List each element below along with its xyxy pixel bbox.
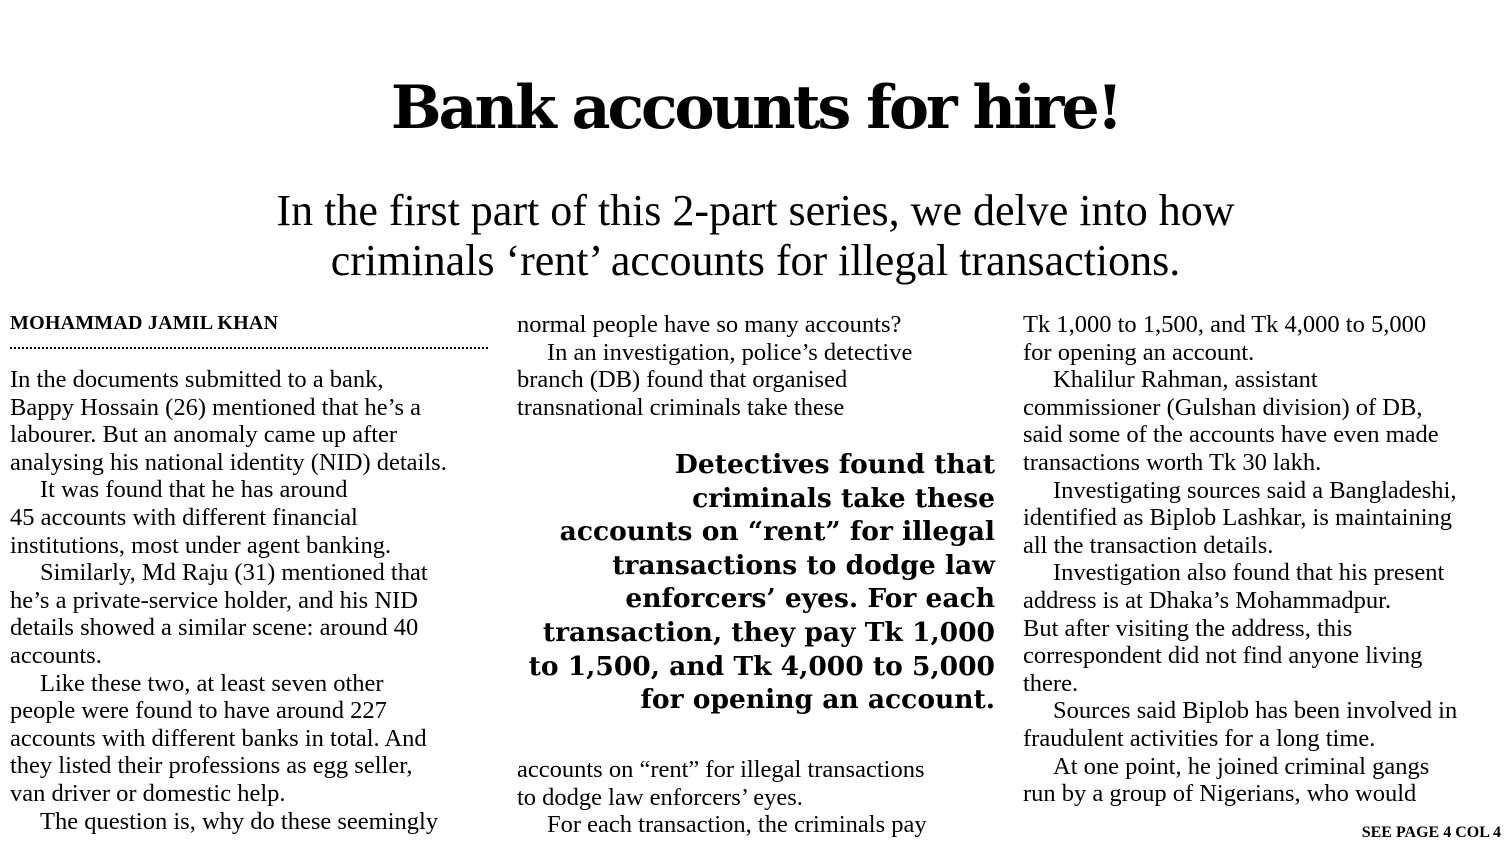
text-line: 45 accounts with different financial bbox=[10, 503, 358, 531]
byline-dotted-rule bbox=[10, 347, 488, 349]
text-line: they listed their professions as egg seller, bbox=[10, 752, 413, 780]
text-line: Bappy Hossain (26) mentioned that he’s a bbox=[10, 393, 421, 421]
continued-jump-line: SEE PAGE 4 COL 4 bbox=[1361, 824, 1501, 841]
body-column-2-top bbox=[517, 311, 912, 421]
text-line: all the transaction details. bbox=[1023, 531, 1274, 559]
text-line: there. bbox=[1023, 669, 1079, 697]
pull-quote-line: for opening an account. bbox=[640, 684, 995, 716]
text-line: The question is, why do these seemingly bbox=[40, 807, 439, 835]
text-line: transactions worth Tk 30 lakh. bbox=[1023, 448, 1322, 476]
text-line: accounts on “rent” for illegal transactions bbox=[517, 756, 925, 783]
text-line: said some of the accounts have even made bbox=[1023, 421, 1439, 449]
body-column-2-bottom bbox=[517, 756, 927, 839]
text-line: to dodge law enforcers’ eyes. bbox=[517, 783, 803, 811]
text-line: normal people have so many accounts? bbox=[517, 311, 902, 338]
text-line: details showed a similar scene: around 40 bbox=[10, 614, 419, 642]
text-line: accounts with different banks in total. And bbox=[10, 724, 427, 752]
text-line: But after visiting the address, this bbox=[1023, 614, 1353, 642]
text-line: branch (DB) found that organised bbox=[517, 366, 848, 394]
text-line: identified as Biplob Lashkar, is maintaining bbox=[1023, 504, 1453, 532]
pull-quote-line: enforcers’ eyes. For each bbox=[625, 583, 995, 615]
text-line: It was found that he has around bbox=[40, 476, 348, 504]
text-line: Like these two, at least seven other bbox=[40, 669, 384, 697]
body-column-3 bbox=[1023, 311, 1457, 808]
text-line: In the documents submitted to a bank, bbox=[10, 366, 384, 393]
pull-quote bbox=[529, 448, 995, 717]
text-line: labourer. But an anomaly came up after bbox=[10, 421, 398, 449]
deck-line: criminals ‘rent’ accounts for illegal transactions. bbox=[330, 236, 1181, 285]
deck-line: In the first part of this 2-part series, we delve into how bbox=[276, 186, 1235, 235]
text-line: he’s a private-service holder, and his NID bbox=[10, 586, 418, 614]
text-line: Investigating sources said a Bangladeshi, bbox=[1053, 476, 1457, 504]
text-line: In an investigation, police’s detective bbox=[547, 338, 913, 366]
text-line: run by a group of Nigerians, who would bbox=[1023, 780, 1417, 808]
body-column-1 bbox=[10, 366, 447, 835]
text-line: fraudulent activities for a long time. bbox=[1023, 724, 1376, 752]
text-line: At one point, he joined criminal gangs bbox=[1053, 752, 1430, 780]
pull-quote-line: transactions to dodge law bbox=[612, 549, 995, 581]
byline: MOHAMMAD JAMIL KHAN bbox=[10, 312, 279, 334]
text-line: accounts. bbox=[10, 641, 102, 669]
text-line: people were found to have around 227 bbox=[10, 697, 387, 725]
text-line: Investigation also found that his present bbox=[1053, 559, 1445, 587]
text-line: for opening an account. bbox=[1023, 338, 1255, 366]
pull-quote-line: criminals take these bbox=[692, 482, 995, 514]
text-line: institutions, most under agent banking. bbox=[10, 531, 392, 559]
text-line: For each transaction, the criminals pay bbox=[547, 811, 927, 839]
text-line: Sources said Biplob has been involved in bbox=[1053, 697, 1458, 725]
text-line: Khalilur Rahman, assistant bbox=[1053, 366, 1318, 394]
deck bbox=[0, 186, 1511, 286]
headline: Bank accounts for hire! bbox=[390, 73, 1121, 143]
text-line: Similarly, Md Raju (31) mentioned that bbox=[40, 559, 428, 587]
text-line: address is at Dhaka’s Mohammadpur. bbox=[1023, 586, 1392, 614]
text-line: transnational criminals take these bbox=[517, 393, 845, 421]
text-line: van driver or domestic help. bbox=[10, 779, 286, 807]
pull-quote-line: accounts on “rent” for illegal bbox=[559, 516, 995, 548]
pull-quote-line: to 1,500, and Tk 4,000 to 5,000 bbox=[528, 650, 995, 682]
pull-quote-line: transaction, they pay Tk 1,000 bbox=[542, 616, 995, 648]
text-line: analysing his national identity (NID) details. bbox=[10, 448, 447, 476]
text-line: correspondent did not find anyone living bbox=[1023, 642, 1423, 670]
pull-quote-line: Detectives found that bbox=[674, 449, 995, 480]
text-line: commissioner (Gulshan division) of DB, bbox=[1023, 393, 1423, 421]
text-line: Tk 1,000 to 1,500, and Tk 4,000 to 5,000 bbox=[1023, 311, 1427, 338]
